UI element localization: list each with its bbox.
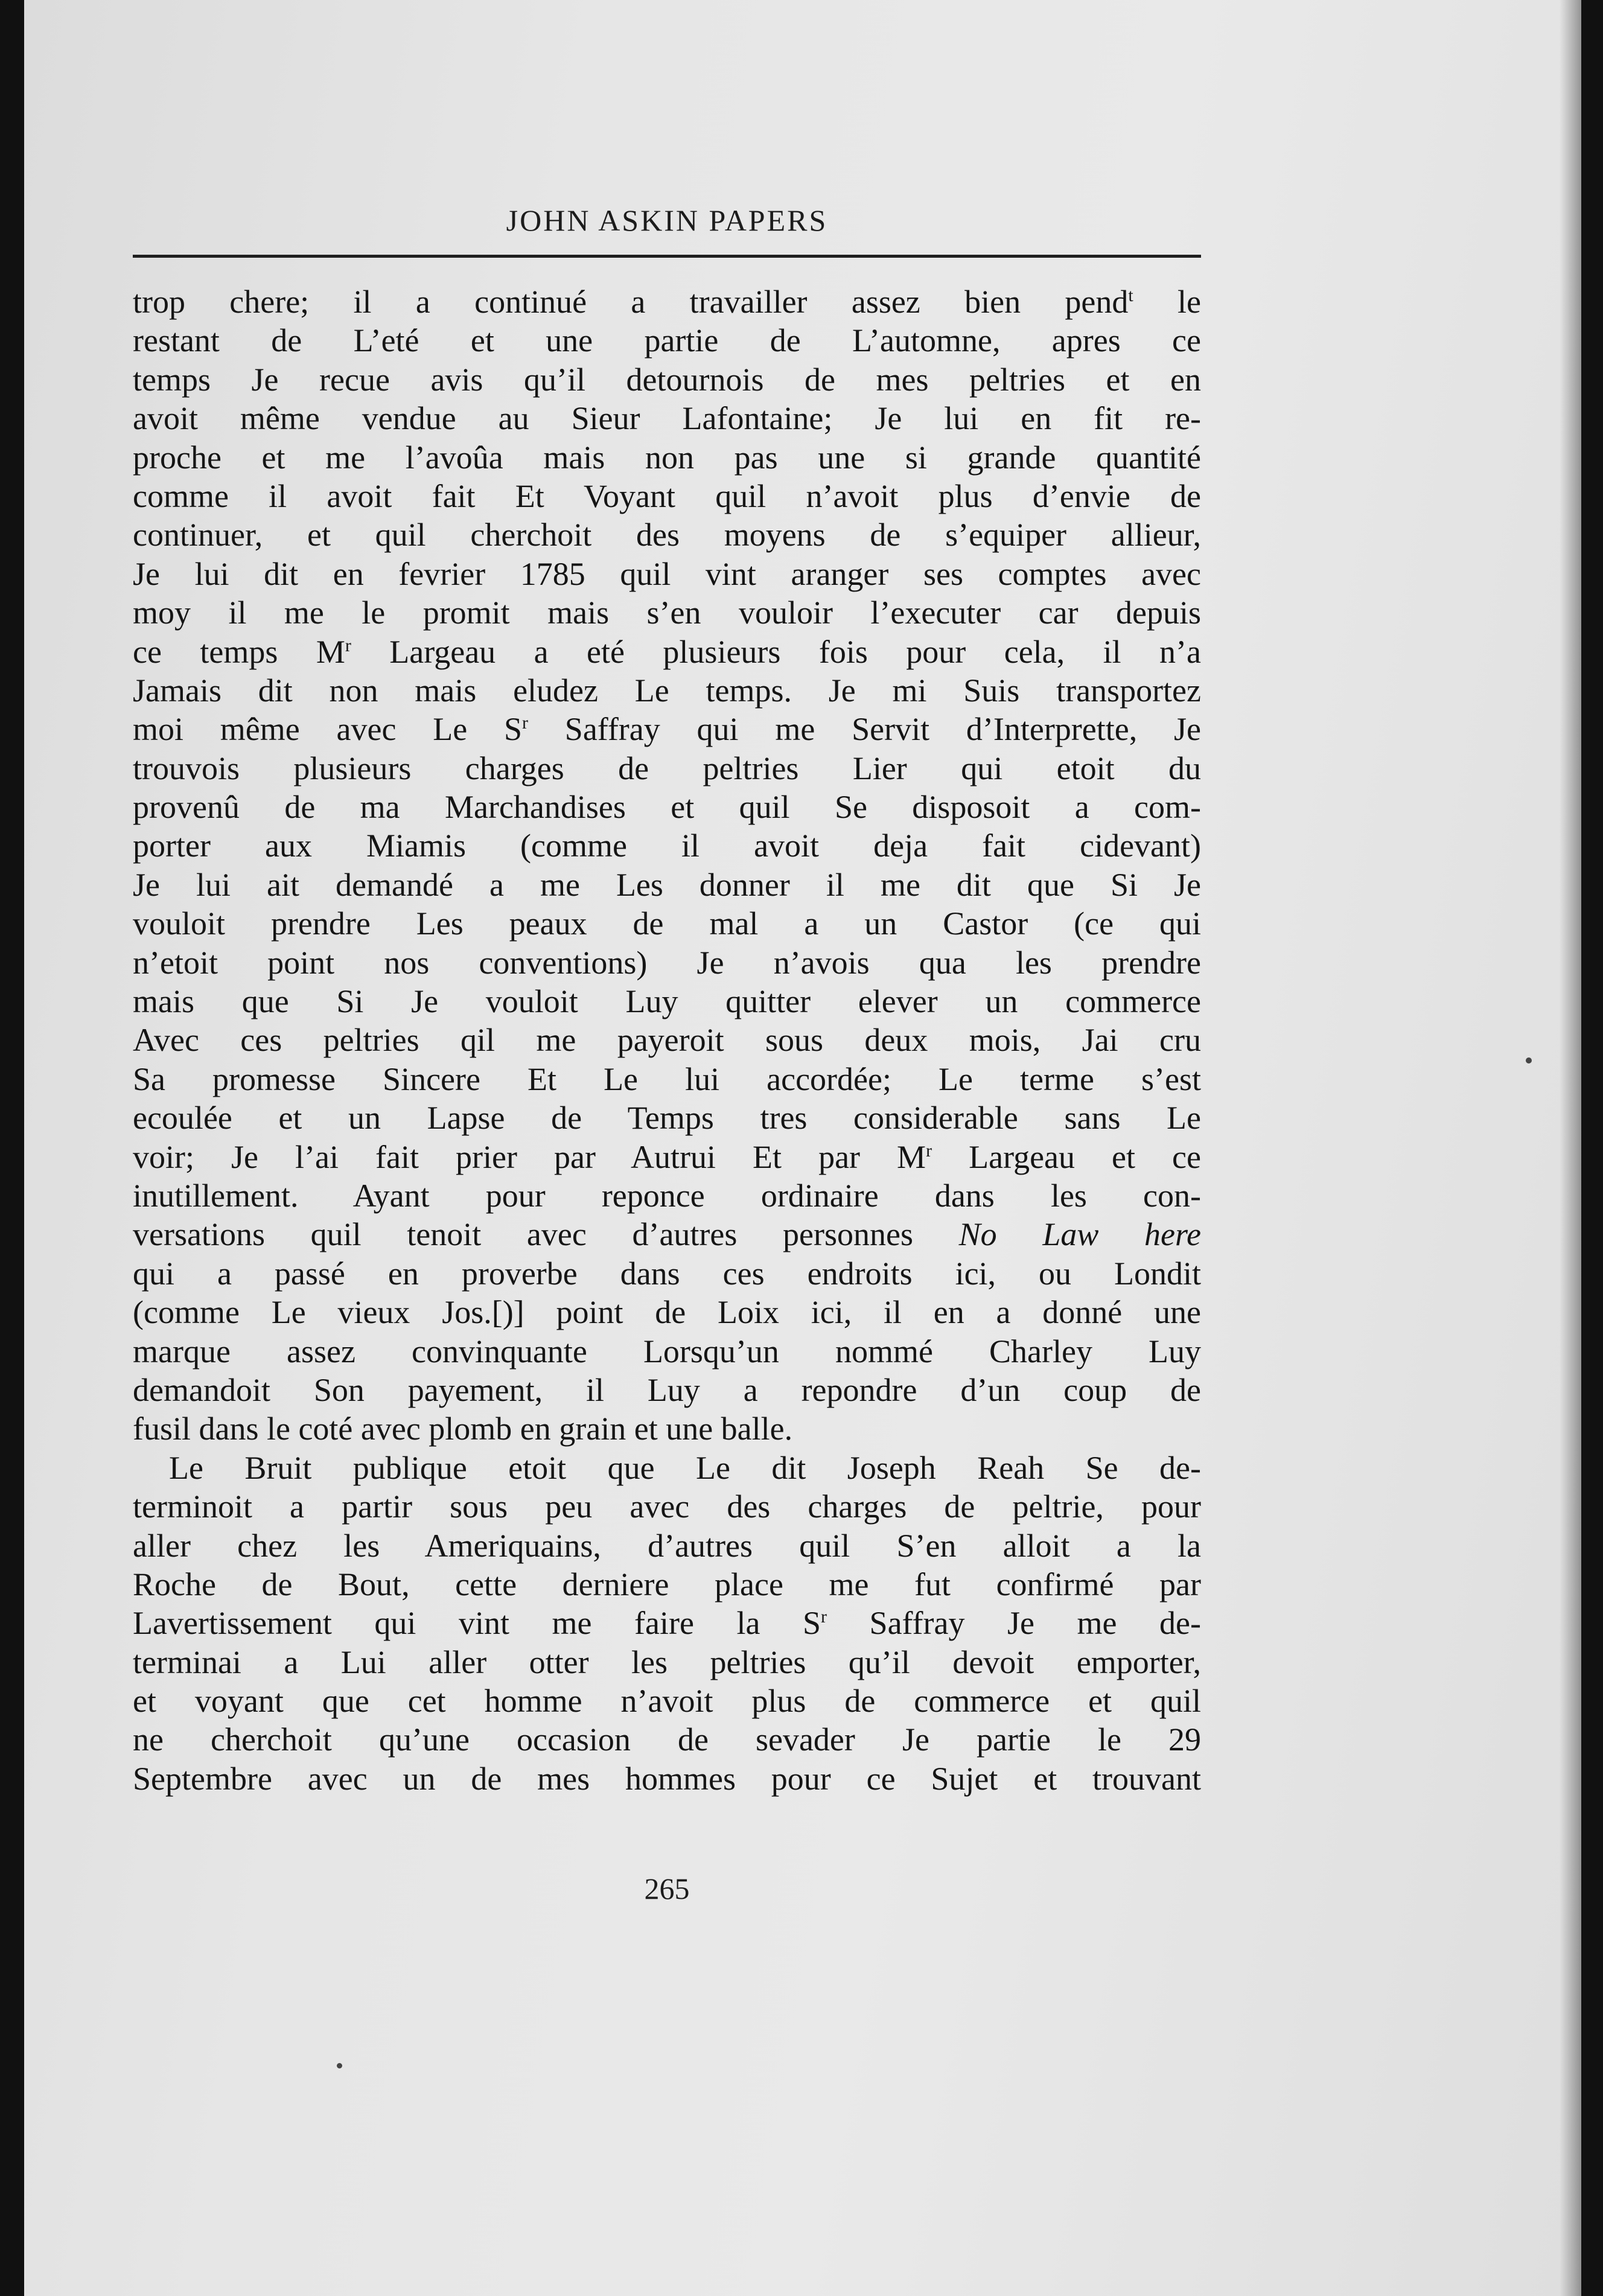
text-line: moy il me le promit mais s’en vouloir l’executer car depuis — [133, 595, 1201, 631]
text-line: terminai a Lui aller otter les peltries qu’il devoit emporter, — [133, 1644, 1201, 1680]
text-line: voir; Je l’ai fait prier par Autrui Et par $M^r$ Largeau et ce — [133, 1138, 1201, 1175]
paper-speck — [1526, 1057, 1532, 1063]
text-line: continuer, et quil cherchoit des moyens de s’equiper allieur, — [133, 517, 1201, 553]
text-line: restant de L’eté et une partie de L’automne, apres ce — [133, 322, 1201, 359]
text-line: terminoit a partir sous peu avec des charges de peltrie, pour — [133, 1488, 1201, 1525]
text-line: Avec ces peltries qil me payeroit sous deux mois, Jai cru — [133, 1022, 1201, 1059]
text-line: avoit même vendue au Sieur Lafontaine; Je lui en fit re- — [133, 400, 1201, 437]
text-line: vouloit prendre Les peaux de mal a un Castor (ce qui — [133, 905, 1201, 942]
text-line: aller chez les Ameriquains, d’autres quil S’en alloit a la — [133, 1527, 1201, 1564]
text-line: qui a passé en proverbe dans ces endroits ici, ou Londit — [133, 1255, 1201, 1292]
text-line: demandoit Son payement, il Luy a repondre d’un coup de — [133, 1371, 1201, 1408]
text-line: Septembre avec un de mes hommes pour ce Sujet et trouvant — [133, 1760, 1201, 1797]
text-line: moi même avec Le $S^r$ Saffray qui me Servit d’Interprette, Je — [133, 711, 1201, 748]
text-line: inutillement. Ayant pour reponce ordinaire dans les con- — [133, 1177, 1201, 1214]
body-text — [133, 282, 1201, 1798]
header-rule — [133, 255, 1201, 258]
text-line: marque assez convinquante Lorsqu’un nommé Charley Luy — [133, 1333, 1201, 1370]
text-line: fusil dans le coté avec plomb en grain et une balle. — [133, 1411, 793, 1447]
text-line: Jamais dit non mais eludez Le temps. Je mi Suis transportez — [133, 672, 1201, 709]
text-line: porter aux Miamis (comme il avoit deja fait cidevant) — [133, 828, 1201, 864]
text-line: et voyant que cet homme n’avoit plus de commerce et quil — [133, 1683, 1201, 1720]
text-line: n’etoit point nos conventions) Je n’avois qua les prendre — [133, 944, 1201, 981]
text-line: Roche de Bout, cette derniere place me fut confirmé par — [133, 1566, 1201, 1602]
text-line: Le Bruit publique etoit que Le dit Joseph Reah Se de- — [169, 1449, 1201, 1486]
text-line: comme il avoit fait Et Voyant quil n’avoit plus d’envie de — [133, 477, 1201, 514]
text-line: ecoulée et un Lapse de Temps tres considerable sans Le — [133, 1100, 1201, 1137]
text-line: Je lui ait demandé a me Les donner il me dit que Si Je — [133, 866, 1201, 903]
page-edge-shadow — [1560, 0, 1581, 2296]
text-line: versations quil tenoit avec d’autres personnes No Law here — [133, 1216, 1201, 1253]
text-line: mais que Si Je vouloit Luy quitter elever un commerce — [133, 983, 1201, 1020]
text-line: ne cherchoit qu’une occasion de sevader Je partie le 29 — [133, 1721, 1201, 1758]
text-line: provenû de ma Marchandises et quil Se disposoit a com- — [133, 789, 1201, 826]
text-line: Sa promesse Sincere Et Le lui accordée; Le terme s’est — [133, 1060, 1201, 1097]
text-line: (comme Le vieux Jos.[)] point de Loix ici, il en a donné une — [133, 1294, 1201, 1331]
text-line: proche et me l’avoûa mais non pas une si grande quantité — [133, 439, 1201, 476]
book-page — [24, 0, 1581, 2296]
text-line: Lavertissement qui vint me faire la $S^r$ Saffray Je me de- — [133, 1605, 1201, 1642]
running-head: JOHN ASKIN PAPERS — [506, 203, 828, 237]
page-number: 265 — [644, 1872, 690, 1905]
text-line: trop chere; il a continué a travailler assez bien pend$^t$ le — [133, 284, 1201, 320]
text-line: temps Je recue avis qu’il detournois de mes peltries et en — [133, 361, 1201, 398]
text-line: ce temps $M^r$ Largeau a eté plusieurs fois pour cela, il n’a — [133, 633, 1201, 670]
paper-speck — [337, 2063, 342, 2068]
text-line: trouvois plusieurs charges de peltries Lier qui etoit du — [133, 750, 1201, 786]
text-line: Je lui dit en fevrier 1785 quil vint aranger ses comptes avec — [133, 555, 1201, 592]
